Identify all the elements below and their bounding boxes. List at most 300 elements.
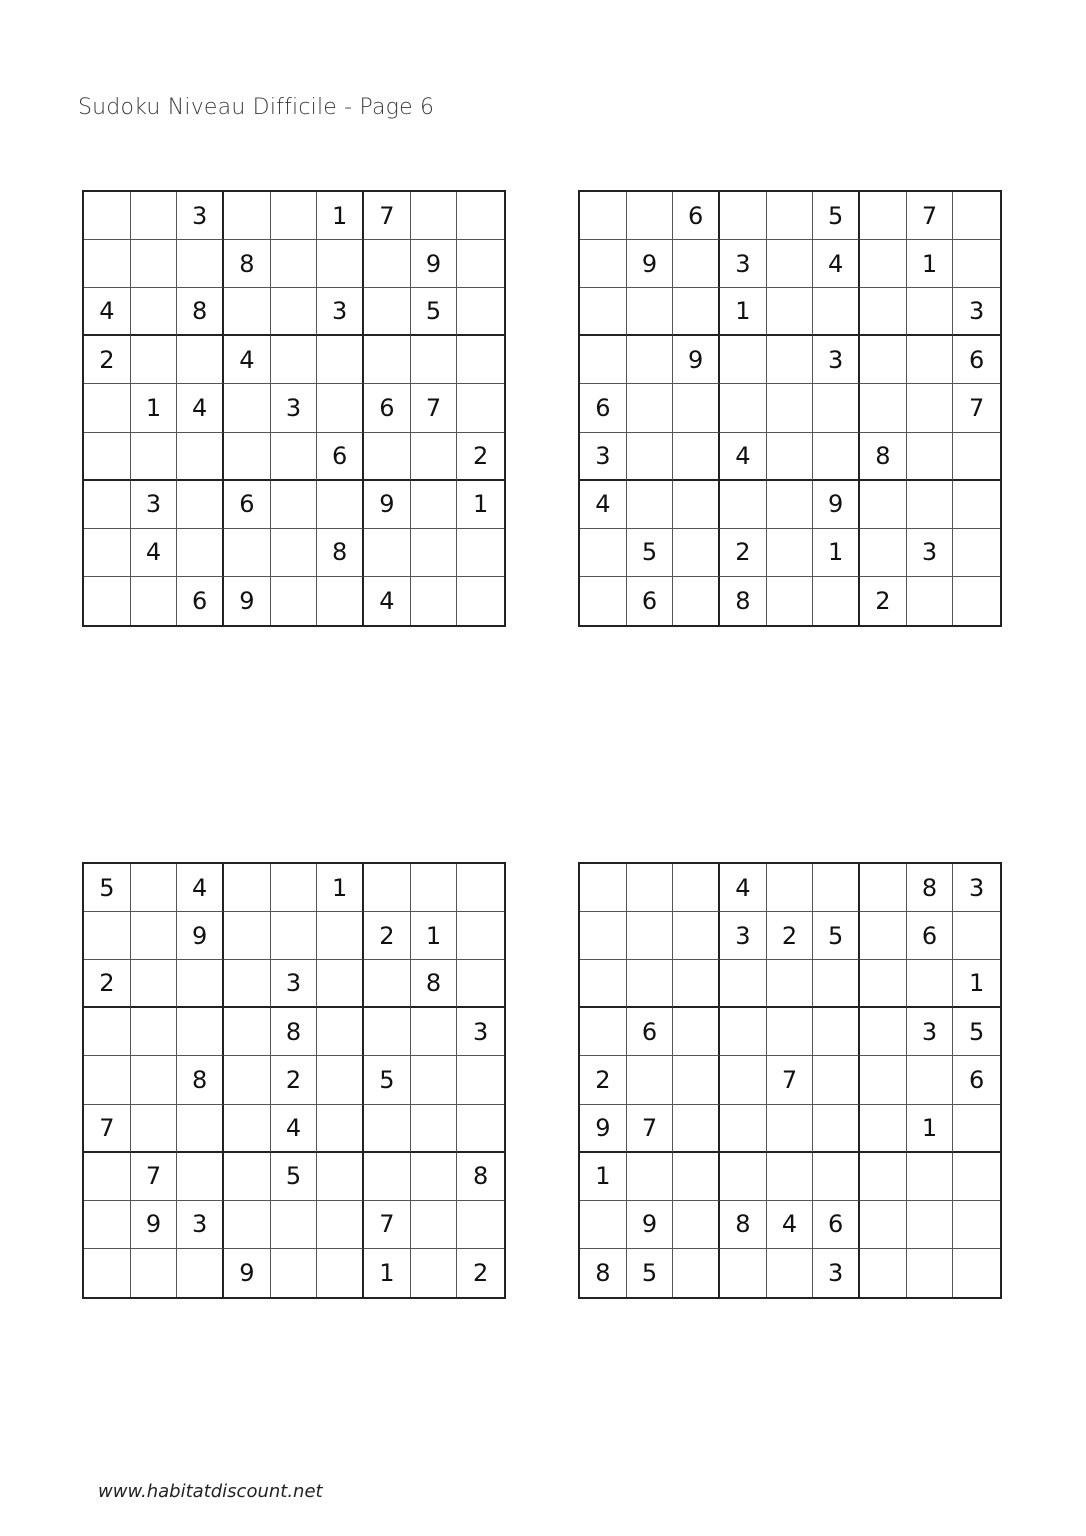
sudoku-cell[interactable]: 3	[317, 288, 364, 336]
sudoku-cell[interactable]: 3	[813, 1249, 860, 1297]
sudoku-cell[interactable]	[813, 960, 860, 1008]
sudoku-cell[interactable]	[317, 1201, 364, 1249]
sudoku-cell[interactable]	[767, 192, 814, 240]
sudoku-cell[interactable]	[177, 1008, 224, 1056]
sudoku-cell[interactable]	[627, 481, 674, 529]
sudoku-cell[interactable]	[84, 1008, 131, 1056]
sudoku-cell[interactable]	[457, 288, 504, 336]
sudoku-cell[interactable]	[673, 384, 720, 432]
sudoku-cell[interactable]: 3	[720, 240, 767, 288]
sudoku-cell[interactable]	[767, 384, 814, 432]
sudoku-cell[interactable]	[720, 1153, 767, 1201]
sudoku-cell[interactable]	[411, 481, 458, 529]
sudoku-cell[interactable]: 2	[364, 912, 411, 960]
sudoku-cell[interactable]: 3	[953, 288, 1000, 336]
sudoku-cell[interactable]	[457, 960, 504, 1008]
sudoku-cell[interactable]	[271, 192, 318, 240]
sudoku-cell[interactable]: 6	[627, 1008, 674, 1056]
sudoku-cell[interactable]: 6	[580, 384, 627, 432]
sudoku-cell[interactable]	[580, 960, 627, 1008]
sudoku-cell[interactable]	[813, 384, 860, 432]
sudoku-cell[interactable]	[131, 240, 178, 288]
sudoku-cell[interactable]	[767, 864, 814, 912]
sudoku-cell[interactable]	[860, 1056, 907, 1104]
sudoku-cell[interactable]	[673, 912, 720, 960]
sudoku-cell[interactable]	[457, 912, 504, 960]
sudoku-cell[interactable]	[84, 1249, 131, 1297]
sudoku-cell[interactable]	[224, 864, 271, 912]
sudoku-cell[interactable]	[177, 240, 224, 288]
sudoku-cell[interactable]	[767, 336, 814, 384]
sudoku-cell[interactable]	[224, 433, 271, 481]
sudoku-cell[interactable]: 5	[364, 1056, 411, 1104]
sudoku-cell[interactable]	[224, 384, 271, 432]
sudoku-cell[interactable]	[364, 1105, 411, 1153]
sudoku-cell[interactable]: 4	[177, 864, 224, 912]
sudoku-cell[interactable]	[720, 481, 767, 529]
sudoku-cell[interactable]	[627, 336, 674, 384]
sudoku-cell[interactable]	[317, 960, 364, 1008]
sudoku-cell[interactable]	[457, 1056, 504, 1104]
sudoku-cell[interactable]: 8	[580, 1249, 627, 1297]
sudoku-cell[interactable]	[860, 864, 907, 912]
sudoku-cell[interactable]	[813, 864, 860, 912]
sudoku-cell[interactable]: 9	[224, 577, 271, 625]
sudoku-cell[interactable]	[860, 481, 907, 529]
sudoku-cell[interactable]	[131, 960, 178, 1008]
sudoku-cell[interactable]	[907, 1249, 954, 1297]
sudoku-cell[interactable]	[84, 1201, 131, 1249]
sudoku-cell[interactable]: 4	[813, 240, 860, 288]
sudoku-cell[interactable]	[411, 192, 458, 240]
sudoku-cell[interactable]	[907, 1201, 954, 1249]
sudoku-cell[interactable]	[131, 864, 178, 912]
sudoku-cell[interactable]: 6	[177, 577, 224, 625]
sudoku-cell[interactable]	[364, 433, 411, 481]
sudoku-cell[interactable]: 7	[767, 1056, 814, 1104]
sudoku-cell[interactable]	[813, 288, 860, 336]
sudoku-cell[interactable]: 8	[860, 433, 907, 481]
sudoku-cell[interactable]	[317, 240, 364, 288]
sudoku-cell[interactable]: 8	[317, 529, 364, 577]
sudoku-cell[interactable]: 1	[411, 912, 458, 960]
sudoku-cell[interactable]	[457, 529, 504, 577]
sudoku-cell[interactable]: 3	[720, 912, 767, 960]
sudoku-cell[interactable]	[131, 577, 178, 625]
sudoku-cell[interactable]: 5	[813, 912, 860, 960]
sudoku-cell[interactable]	[84, 529, 131, 577]
sudoku-cell[interactable]	[907, 1153, 954, 1201]
sudoku-cell[interactable]	[860, 240, 907, 288]
sudoku-cell[interactable]: 9	[177, 912, 224, 960]
sudoku-cell[interactable]: 6	[953, 1056, 1000, 1104]
sudoku-cell[interactable]	[860, 1201, 907, 1249]
sudoku-cell[interactable]	[457, 384, 504, 432]
sudoku-cell[interactable]: 2	[720, 529, 767, 577]
sudoku-cell[interactable]: 8	[177, 288, 224, 336]
sudoku-cell[interactable]	[177, 529, 224, 577]
sudoku-cell[interactable]	[224, 529, 271, 577]
sudoku-cell[interactable]: 9	[580, 1105, 627, 1153]
sudoku-cell[interactable]: 7	[364, 192, 411, 240]
sudoku-cell[interactable]	[177, 1249, 224, 1297]
sudoku-cell[interactable]: 4	[580, 481, 627, 529]
sudoku-cell[interactable]	[131, 192, 178, 240]
sudoku-cell[interactable]	[767, 960, 814, 1008]
sudoku-cell[interactable]	[317, 336, 364, 384]
sudoku-cell[interactable]	[860, 1105, 907, 1153]
sudoku-cell[interactable]	[953, 577, 1000, 625]
sudoku-cell[interactable]: 5	[627, 529, 674, 577]
sudoku-cell[interactable]: 1	[720, 288, 767, 336]
sudoku-cell[interactable]	[580, 529, 627, 577]
sudoku-cell[interactable]	[767, 1249, 814, 1297]
sudoku-cell[interactable]	[860, 529, 907, 577]
sudoku-cell[interactable]: 2	[767, 912, 814, 960]
sudoku-cell[interactable]: 8	[457, 1153, 504, 1201]
sudoku-cell[interactable]	[720, 1105, 767, 1153]
sudoku-cell[interactable]: 5	[953, 1008, 1000, 1056]
sudoku-cell[interactable]: 3	[271, 960, 318, 1008]
sudoku-cell[interactable]	[860, 1249, 907, 1297]
sudoku-cell[interactable]	[907, 481, 954, 529]
sudoku-cell[interactable]	[627, 433, 674, 481]
sudoku-cell[interactable]	[627, 192, 674, 240]
sudoku-cell[interactable]	[411, 1008, 458, 1056]
sudoku-cell[interactable]: 3	[907, 1008, 954, 1056]
sudoku-cell[interactable]	[860, 384, 907, 432]
sudoku-cell[interactable]: 5	[813, 192, 860, 240]
sudoku-cell[interactable]: 1	[457, 481, 504, 529]
sudoku-cell[interactable]	[317, 384, 364, 432]
sudoku-cell[interactable]	[580, 192, 627, 240]
sudoku-cell[interactable]	[224, 1008, 271, 1056]
sudoku-cell[interactable]	[767, 481, 814, 529]
sudoku-cell[interactable]	[767, 529, 814, 577]
sudoku-cell[interactable]: 4	[720, 433, 767, 481]
sudoku-cell[interactable]: 9	[411, 240, 458, 288]
sudoku-cell[interactable]: 5	[627, 1249, 674, 1297]
sudoku-cell[interactable]: 3	[907, 529, 954, 577]
sudoku-cell[interactable]	[673, 577, 720, 625]
sudoku-cell[interactable]: 8	[271, 1008, 318, 1056]
sudoku-cell[interactable]: 2	[84, 336, 131, 384]
sudoku-cell[interactable]	[813, 1056, 860, 1104]
sudoku-cell[interactable]: 6	[317, 433, 364, 481]
sudoku-cell[interactable]	[767, 288, 814, 336]
sudoku-cell[interactable]: 3	[953, 864, 1000, 912]
sudoku-cell[interactable]	[627, 288, 674, 336]
sudoku-cell[interactable]: 6	[627, 577, 674, 625]
sudoku-cell[interactable]	[627, 384, 674, 432]
sudoku-cell[interactable]	[84, 481, 131, 529]
sudoku-cell[interactable]: 3	[580, 433, 627, 481]
sudoku-cell[interactable]: 4	[364, 577, 411, 625]
sudoku-cell[interactable]: 6	[224, 481, 271, 529]
sudoku-cell[interactable]	[720, 960, 767, 1008]
sudoku-cell[interactable]	[457, 864, 504, 912]
sudoku-cell[interactable]	[907, 433, 954, 481]
sudoku-cell[interactable]	[813, 1105, 860, 1153]
sudoku-cell[interactable]	[364, 1153, 411, 1201]
sudoku-cell[interactable]	[224, 288, 271, 336]
sudoku-cell[interactable]	[411, 433, 458, 481]
sudoku-cell[interactable]	[364, 240, 411, 288]
sudoku-cell[interactable]	[317, 1008, 364, 1056]
sudoku-cell[interactable]	[131, 433, 178, 481]
sudoku-cell[interactable]	[860, 1008, 907, 1056]
sudoku-cell[interactable]	[953, 1201, 1000, 1249]
sudoku-cell[interactable]	[317, 1056, 364, 1104]
sudoku-cell[interactable]	[767, 1153, 814, 1201]
sudoku-cell[interactable]: 3	[813, 336, 860, 384]
sudoku-cell[interactable]: 7	[364, 1201, 411, 1249]
sudoku-cell[interactable]	[627, 912, 674, 960]
sudoku-cell[interactable]: 1	[907, 240, 954, 288]
sudoku-cell[interactable]	[271, 336, 318, 384]
sudoku-cell[interactable]: 5	[411, 288, 458, 336]
sudoku-cell[interactable]	[364, 288, 411, 336]
sudoku-cell[interactable]	[720, 1249, 767, 1297]
sudoku-cell[interactable]	[673, 481, 720, 529]
sudoku-cell[interactable]	[457, 336, 504, 384]
sudoku-cell[interactable]	[580, 240, 627, 288]
sudoku-cell[interactable]	[177, 960, 224, 1008]
sudoku-cell[interactable]: 6	[907, 912, 954, 960]
sudoku-cell[interactable]	[673, 1105, 720, 1153]
sudoku-cell[interactable]	[224, 960, 271, 1008]
sudoku-cell[interactable]	[953, 433, 1000, 481]
sudoku-cell[interactable]: 8	[907, 864, 954, 912]
sudoku-cell[interactable]	[364, 960, 411, 1008]
sudoku-cell[interactable]	[673, 864, 720, 912]
sudoku-cell[interactable]: 1	[131, 384, 178, 432]
sudoku-cell[interactable]: 9	[673, 336, 720, 384]
sudoku-cell[interactable]	[131, 1008, 178, 1056]
sudoku-cell[interactable]: 1	[907, 1105, 954, 1153]
sudoku-cell[interactable]: 2	[271, 1056, 318, 1104]
sudoku-cell[interactable]	[84, 240, 131, 288]
sudoku-cell[interactable]	[84, 1056, 131, 1104]
sudoku-cell[interactable]: 1	[317, 864, 364, 912]
sudoku-cell[interactable]: 9	[627, 240, 674, 288]
sudoku-cell[interactable]	[673, 288, 720, 336]
sudoku-cell[interactable]	[457, 192, 504, 240]
sudoku-cell[interactable]: 7	[131, 1153, 178, 1201]
sudoku-cell[interactable]	[860, 336, 907, 384]
sudoku-cell[interactable]: 3	[131, 481, 178, 529]
sudoku-cell[interactable]	[860, 1153, 907, 1201]
sudoku-cell[interactable]: 4	[224, 336, 271, 384]
sudoku-cell[interactable]	[224, 1056, 271, 1104]
sudoku-cell[interactable]	[271, 433, 318, 481]
sudoku-cell[interactable]	[131, 1056, 178, 1104]
sudoku-cell[interactable]: 7	[907, 192, 954, 240]
sudoku-cell[interactable]	[411, 577, 458, 625]
sudoku-cell[interactable]	[953, 1249, 1000, 1297]
sudoku-cell[interactable]	[673, 960, 720, 1008]
sudoku-cell[interactable]	[411, 864, 458, 912]
sudoku-cell[interactable]	[271, 912, 318, 960]
sudoku-cell[interactable]	[317, 1249, 364, 1297]
sudoku-cell[interactable]	[411, 1056, 458, 1104]
sudoku-cell[interactable]	[411, 529, 458, 577]
sudoku-cell[interactable]	[673, 1056, 720, 1104]
sudoku-cell[interactable]	[720, 1008, 767, 1056]
sudoku-cell[interactable]	[767, 1008, 814, 1056]
sudoku-cell[interactable]	[720, 1056, 767, 1104]
sudoku-cell[interactable]	[627, 864, 674, 912]
sudoku-cell[interactable]	[224, 912, 271, 960]
sudoku-cell[interactable]	[177, 433, 224, 481]
sudoku-cell[interactable]: 1	[364, 1249, 411, 1297]
sudoku-cell[interactable]: 3	[457, 1008, 504, 1056]
sudoku-cell[interactable]	[84, 577, 131, 625]
sudoku-cell[interactable]	[673, 1249, 720, 1297]
sudoku-cell[interactable]	[580, 288, 627, 336]
sudoku-cell[interactable]	[580, 1008, 627, 1056]
sudoku-cell[interactable]: 1	[813, 529, 860, 577]
sudoku-cell[interactable]: 3	[177, 192, 224, 240]
sudoku-cell[interactable]	[457, 577, 504, 625]
sudoku-cell[interactable]	[224, 1201, 271, 1249]
sudoku-cell[interactable]	[953, 240, 1000, 288]
sudoku-cell[interactable]	[860, 960, 907, 1008]
sudoku-cell[interactable]	[457, 1201, 504, 1249]
sudoku-cell[interactable]	[720, 384, 767, 432]
sudoku-cell[interactable]	[84, 1153, 131, 1201]
sudoku-cell[interactable]	[767, 1105, 814, 1153]
sudoku-cell[interactable]: 7	[627, 1105, 674, 1153]
sudoku-cell[interactable]	[953, 1105, 1000, 1153]
sudoku-cell[interactable]	[457, 1105, 504, 1153]
sudoku-cell[interactable]	[364, 529, 411, 577]
sudoku-cell[interactable]: 6	[813, 1201, 860, 1249]
sudoku-cell[interactable]: 5	[84, 864, 131, 912]
sudoku-cell[interactable]	[907, 384, 954, 432]
sudoku-cell[interactable]	[84, 192, 131, 240]
sudoku-cell[interactable]	[177, 481, 224, 529]
sudoku-cell[interactable]	[673, 1008, 720, 1056]
sudoku-cell[interactable]	[411, 1249, 458, 1297]
sudoku-cell[interactable]: 2	[473, 1258, 489, 1287]
sudoku-cell[interactable]: 7	[411, 384, 458, 432]
sudoku-cell[interactable]	[84, 384, 131, 432]
sudoku-cell[interactable]	[673, 1153, 720, 1201]
sudoku-cell[interactable]	[271, 864, 318, 912]
sudoku-cell[interactable]	[673, 529, 720, 577]
sudoku-cell[interactable]	[177, 1153, 224, 1201]
sudoku-cell[interactable]	[271, 240, 318, 288]
sudoku-cell[interactable]: 2	[84, 960, 131, 1008]
sudoku-cell[interactable]	[953, 1153, 1000, 1201]
sudoku-cell[interactable]: 1	[953, 960, 1000, 1008]
sudoku-cell[interactable]	[411, 1201, 458, 1249]
sudoku-cell[interactable]	[317, 1153, 364, 1201]
sudoku-cell[interactable]: 1	[580, 1153, 627, 1201]
sudoku-cell[interactable]	[131, 336, 178, 384]
sudoku-cell[interactable]: 9	[131, 1201, 178, 1249]
sudoku-cell[interactable]	[580, 577, 627, 625]
sudoku-cell[interactable]: 8	[411, 960, 458, 1008]
sudoku-cell[interactable]	[271, 529, 318, 577]
sudoku-cell[interactable]	[580, 1201, 627, 1249]
sudoku-cell[interactable]	[813, 1153, 860, 1201]
sudoku-cell[interactable]	[767, 240, 814, 288]
sudoku-cell[interactable]	[177, 336, 224, 384]
sudoku-cell[interactable]	[317, 912, 364, 960]
sudoku-cell[interactable]	[364, 336, 411, 384]
sudoku-cell[interactable]	[364, 864, 411, 912]
sudoku-cell[interactable]	[224, 192, 271, 240]
sudoku-cell[interactable]: 9	[224, 1249, 271, 1297]
sudoku-cell[interactable]: 9	[627, 1201, 674, 1249]
sudoku-cell[interactable]: 4	[720, 864, 767, 912]
sudoku-cell[interactable]	[907, 577, 954, 625]
sudoku-cell[interactable]: 4	[84, 288, 131, 336]
sudoku-cell[interactable]: 6	[364, 384, 411, 432]
sudoku-cell[interactable]	[813, 1008, 860, 1056]
sudoku-cell[interactable]	[767, 433, 814, 481]
sudoku-cell[interactable]: 3	[177, 1201, 224, 1249]
sudoku-cell[interactable]	[411, 1105, 458, 1153]
sudoku-cell[interactable]	[907, 288, 954, 336]
sudoku-cell[interactable]: 4	[177, 384, 224, 432]
sudoku-cell[interactable]: 4	[271, 1105, 318, 1153]
sudoku-cell[interactable]	[177, 1105, 224, 1153]
sudoku-cell[interactable]: 6	[953, 336, 1000, 384]
sudoku-cell[interactable]	[627, 1056, 674, 1104]
sudoku-cell[interactable]	[673, 240, 720, 288]
sudoku-cell[interactable]	[673, 1201, 720, 1249]
sudoku-cell[interactable]	[131, 288, 178, 336]
sudoku-cell[interactable]	[317, 1105, 364, 1153]
sudoku-cell[interactable]	[457, 240, 504, 288]
sudoku-cell[interactable]: 1	[317, 192, 364, 240]
sudoku-cell[interactable]	[953, 912, 1000, 960]
sudoku-cell[interactable]	[224, 1153, 271, 1201]
sudoku-cell[interactable]	[720, 192, 767, 240]
sudoku-cell[interactable]	[271, 1249, 318, 1297]
sudoku-cell[interactable]: 9	[813, 481, 860, 529]
sudoku-cell[interactable]	[131, 1105, 178, 1153]
sudoku-cell[interactable]	[271, 1201, 318, 1249]
sudoku-cell[interactable]	[860, 912, 907, 960]
sudoku-cell[interactable]: 9	[364, 481, 411, 529]
sudoku-cell[interactable]	[907, 1056, 954, 1104]
sudoku-cell[interactable]	[580, 912, 627, 960]
sudoku-cell[interactable]	[411, 336, 458, 384]
sudoku-cell[interactable]	[271, 288, 318, 336]
sudoku-cell[interactable]	[317, 577, 364, 625]
sudoku-cell[interactable]	[364, 1008, 411, 1056]
sudoku-cell[interactable]	[580, 336, 627, 384]
sudoku-cell[interactable]	[907, 336, 954, 384]
sudoku-cell[interactable]: 8	[720, 577, 767, 625]
sudoku-cell[interactable]: 4	[767, 1201, 814, 1249]
sudoku-cell[interactable]	[860, 192, 907, 240]
sudoku-cell[interactable]	[84, 433, 131, 481]
sudoku-cell[interactable]	[627, 1153, 674, 1201]
sudoku-cell[interactable]	[953, 529, 1000, 577]
sudoku-cell[interactable]	[813, 433, 860, 481]
sudoku-cell[interactable]	[860, 288, 907, 336]
sudoku-cell[interactable]: 8	[177, 1056, 224, 1104]
sudoku-cell[interactable]	[627, 960, 674, 1008]
sudoku-cell[interactable]: 2	[457, 433, 504, 481]
sudoku-cell[interactable]	[317, 481, 364, 529]
sudoku-cell[interactable]: 6	[673, 192, 720, 240]
